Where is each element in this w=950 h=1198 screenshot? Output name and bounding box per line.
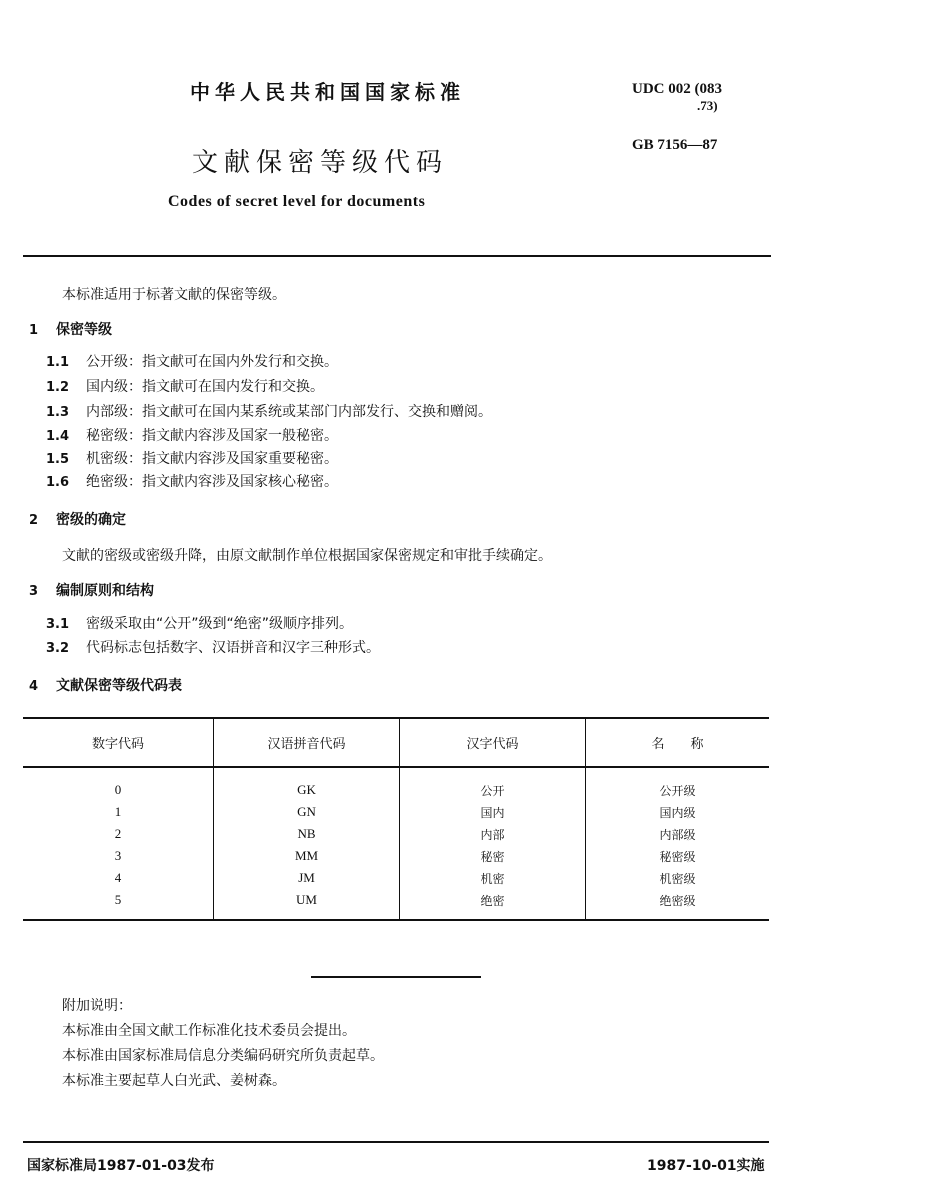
- section-title: 编制原则和结构: [56, 583, 154, 599]
- table-row: [23, 889, 769, 920]
- item-text: 机密级：指文献内容涉及国家重要秘密。: [86, 451, 338, 467]
- table-header-row: [23, 718, 769, 767]
- numeric-code-cell: 3: [114, 848, 122, 863]
- notes-title: 附加说明：: [62, 998, 132, 1014]
- list-item: [46, 376, 324, 396]
- section-3-heading: [29, 580, 154, 600]
- level-name-cell: 内部级: [586, 823, 770, 845]
- document-title-english: Codes of secret level for documents: [168, 193, 426, 210]
- list-item: [46, 637, 380, 657]
- item-text: 代码标志包括数字、汉语拼音和汉字三种形式。: [86, 640, 380, 656]
- item-text: 秘密级：指文献内容涉及国家一般秘密。: [86, 428, 338, 444]
- level-name-cell: 国内级: [586, 801, 770, 823]
- list-item: [46, 351, 338, 371]
- item-number: 3.1: [46, 617, 70, 632]
- column-header: 汉字代码: [400, 718, 586, 767]
- chinese-code-cell: 绝密: [400, 889, 586, 920]
- footer-divider: [23, 1141, 769, 1143]
- effective-date: 1987-10-01实施: [647, 1158, 765, 1174]
- section-title: 保密等级: [56, 322, 112, 338]
- item-number: 1.6: [46, 475, 70, 490]
- table-row: [23, 767, 769, 801]
- level-name-cell: 公开级: [586, 767, 770, 801]
- item-text: 公开级：指文献可在国内外发行和交换。: [86, 354, 338, 370]
- udc-number-continued: .73): [697, 98, 718, 113]
- section-title: 密级的确定: [56, 512, 126, 528]
- document-title: 文献保密等级代码: [192, 148, 449, 178]
- intro-paragraph: 本标准适用于标著文献的保密等级。: [62, 287, 286, 303]
- item-number: 3.2: [46, 641, 70, 656]
- table-row: [23, 867, 769, 889]
- numeric-code-cell: 4: [114, 870, 122, 885]
- list-item: [46, 425, 338, 445]
- level-name-cell: 机密级: [586, 867, 770, 889]
- notes-line: 本标准主要起草人白光武、姜树森。: [62, 1073, 286, 1089]
- numeric-code-cell: 2: [114, 826, 122, 841]
- section-2-paragraph: 文献的密级或密级升降，由原文献制作单位根据国家保密规定和审批手续确定。: [62, 548, 552, 564]
- numeric-code-cell: 5: [23, 889, 214, 920]
- item-text: 密级采取由“公开”级到“绝密”级顺序排列。: [86, 616, 354, 632]
- list-item: [46, 401, 492, 421]
- item-number: 1.5: [46, 452, 70, 467]
- level-name-cell: 秘密级: [586, 845, 770, 867]
- table-row: [23, 845, 769, 867]
- section-title: 文献保密等级代码表: [56, 678, 182, 694]
- udc-number: UDC 002 (083: [632, 81, 722, 97]
- item-text: 国内级：指文献可在国内发行和交换。: [86, 379, 324, 395]
- pinyin-code-cell: MM: [214, 845, 400, 867]
- gb-number: GB 7156—87: [632, 137, 718, 153]
- list-item: [46, 471, 338, 491]
- pinyin-code-cell: JM: [214, 867, 400, 889]
- table-row: [23, 823, 769, 845]
- pinyin-code-cell: GN: [214, 801, 400, 823]
- list-item: [46, 448, 338, 468]
- numeric-code-cell: 0: [114, 782, 122, 797]
- section-number: 1: [29, 323, 39, 338]
- chinese-code-cell: 机密: [400, 867, 586, 889]
- pinyin-code-cell: GK: [214, 767, 400, 801]
- column-header: 汉语拼音代码: [214, 718, 400, 767]
- numeric-code-cell: 1: [114, 804, 122, 819]
- header-divider: [23, 255, 771, 257]
- level-name-cell: 绝密级: [586, 889, 770, 920]
- pinyin-code-cell: UM: [214, 889, 400, 920]
- notes-separator: [311, 976, 481, 978]
- list-item: [46, 613, 353, 633]
- notes-line: 本标准由全国文献工作标准化技术委员会提出。: [62, 1023, 356, 1039]
- item-text: 内部级：指文献可在国内某系统或某部门内部发行、交换和赠阅。: [86, 404, 492, 420]
- column-header: 名 称: [586, 718, 770, 767]
- section-1-heading: [29, 319, 112, 339]
- item-text: 绝密级：指文献内容涉及国家核心秘密。: [86, 474, 338, 490]
- secret-level-code-table: [23, 717, 769, 921]
- item-number: 1.4: [46, 429, 70, 444]
- issuing-body: 中华人民共和国国家标准: [190, 80, 465, 104]
- chinese-code-cell: 公开: [400, 767, 586, 801]
- pinyin-code-cell: NB: [214, 823, 400, 845]
- chinese-code-cell: 秘密: [400, 845, 586, 867]
- column-header: 数字代码: [23, 718, 214, 767]
- section-number: 3: [29, 584, 39, 599]
- notes-line: 本标准由国家标准局信息分类编码研究所负责起草。: [62, 1048, 384, 1064]
- chinese-code-cell: 内部: [400, 823, 586, 845]
- section-2-heading: [29, 509, 126, 529]
- section-number: 4: [29, 679, 39, 694]
- issue-date: 国家标准局1987-01-03发布: [27, 1158, 215, 1174]
- section-4-heading: [29, 675, 182, 695]
- section-number: 2: [29, 513, 39, 528]
- item-number: 1.1: [46, 355, 70, 370]
- item-number: 1.2: [46, 380, 70, 395]
- chinese-code-cell: 国内: [400, 801, 586, 823]
- table-row: [23, 801, 769, 823]
- item-number: 1.3: [46, 405, 70, 420]
